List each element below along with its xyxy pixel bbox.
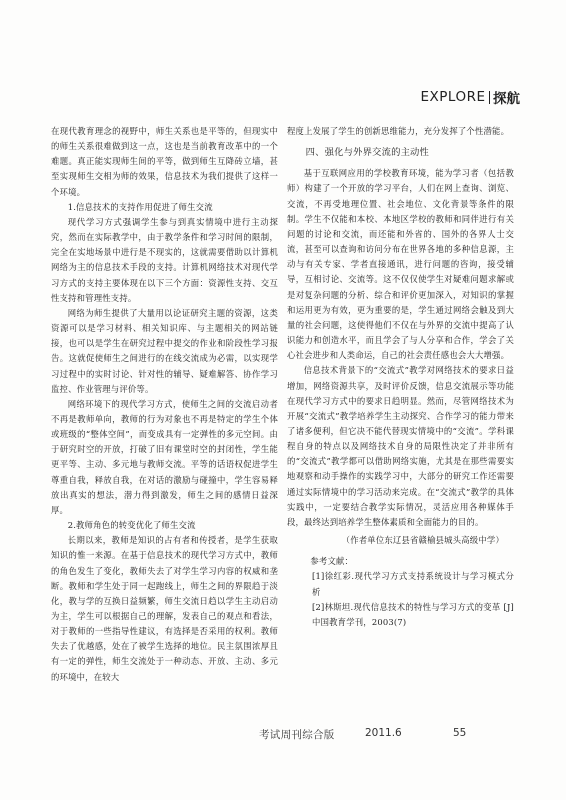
author-affiliation: （作者单位东辽县省赣榆县城头高级中学） [341, 535, 504, 546]
left-text-column [51, 124, 278, 685]
references-heading: 参考文献： [310, 556, 354, 567]
subheading: 1.信息技术的支持作用促进了师生交流 [67, 201, 213, 212]
paragraph: 网络环境下的现代学习方式，使师生之间的交流启动者不再是教师单向，教师的行为对象也不再是特定的学生个体或班级的“整体空间”，而变成具有一定弹性的多元空间。由于研究时空的开放，打破了旧有课堂时空的封闭性，学生能更平等、主动、多元地与教师交流。平等的话语权促进学生尊重自我，释放自我，在对话的激励与碰撞中，学生容易释放出真实的想法，潜力得到激发，师生之间的感情日益深厚。 [51, 398, 278, 515]
footer-issue: 2011.6 [365, 727, 402, 739]
header-divider [489, 91, 491, 104]
header-column-name: 探航 [493, 91, 520, 107]
paragraph: 信息技术背景下的“交流式”教学对网络技术的要求日益增加，网络资源共享，及时评价反馈，信息交流展示等功能在现代学习方式中的要求日趋明显。然而，尽管网络技术为开展“交流式”教学培养学生主动探究、合作学习的能力带来了诸多便利，但它决不能代替现实情境中的“交流”。学科课程自身的特点以及网络技术自身的局限性决定了并非所有的“交流式”教学都可以借助网络实施，尤其是在那些需要实地观察和动手操作的实践学习中，大部分的研究工作还需要通过实际情境中的学习活动来完成。在“交流式”教学的具体实践中，一定要结合教学实际情况，灵活应用各种媒体手段，最终达到培养学生整体素质和全面能力的目的。 [287, 365, 514, 527]
reference-item: [2]林斯坦.现代信息技术的特性与学习方式的变革 [J]中国教育学刊，2003(7) [312, 601, 514, 627]
section-heading: 四、强化与外界交流的主动性 [305, 147, 430, 159]
page-header [421, 86, 521, 108]
paragraph-continuation: 程度上发展了学生的创新思维能力，充分发挥了个性潜能。 [287, 126, 510, 136]
paragraph: 长期以来，教师是知识的占有者和传授者，是学生获取知识的惟一来源。在基于信息技术的现代学习方式中，教师的角色发生了变化，教师失去了对学生学习内容的权威和垄断。教师和学生处于同一起跑线上，师生之间的界限趋于淡化，教与学的互换日益频繁，师生交流日趋以学生主动启动为主，学生可以根据自己的理解，发表自己的观点和看法，对于教师的一些指导性建议，有选择是否采用的权利。教师失去了优越感，处在了被学生选择的地位。民主氛围浓厚且有一定的弹性，师生交流处于一种动态、开放、主动、多元的环境中，在较大 [51, 535, 278, 682]
paragraph-continuation: 在现代教育理念的视野中，师生关系也是平等的，但现实中的师生关系很难做到这一点，这也是当前教育改革中的一个难题。真正能实现师生间的平等，做到师生互降砖立墙，甚至实现师生交相为师的效果，信息技术为我们提供了这样一个环境。 [51, 126, 278, 197]
right-text-column [287, 124, 514, 630]
paragraph: 网络为师生提供了大量用以论证研究主题的资源，这类资源可以是学习材料、相关知识库、与主题相关的网站链接，也可以是学生在研究过程中提交的作业和阶段性学习报告。这就促使师生之间进行的在线交流成为必需，以实现学习过程中的实时讨论、针对性的辅导、疑难解答、协作学习监控、作业管理与评价等。 [51, 307, 278, 394]
header-explore: EXPLORE [420, 89, 486, 105]
page-number: 55 [453, 727, 467, 739]
paragraph: 基于互联网应用的学校教育环境，能为学习者（包括教师）构建了一个开放的学习平台，人们在网上查询、浏览、交流，不再受地理位置、社会地位、文化背景等条件的限制。学生不仅能和本校、本地区学校的教师和同伴进行有关问题的讨论和交流，而还能和外省的、国外的各界人士交流，甚至可以查询和访问分布在世界各地的多种信息源，主动与有关专家、学者直接通讯，进行问题的咨询，接受辅导，互相讨论、交流等。这不仅仅使学生对疑难问题求解或是对复杂问题的分析、综合和评价更加深入，对知识的掌握和运用更为有效，更为重要的是，学生通过网络会触及到大量的社会问题，这使得他们不仅在与外界的交流中提高了认识能力和创造水平，而且学会了与人分享和合作，学会了关心社会进步和人类命运，自己的社会责任感也会大大增强。 [287, 168, 514, 361]
page-footer [0, 727, 566, 743]
subheading: 2.教师角色的转变优化了师生交流 [67, 520, 196, 531]
reference-item: [1]徐红彩.现代学习方式支持系统设计与学习模式分析 [312, 571, 514, 597]
footer-magazine-name: 考试周刊综合版 [259, 729, 335, 741]
paragraph: 现代学习方式强调学生参与到真实情境中进行主动探究，然而在实际教学中，由于教学条件和学习时间的限制，完全在实地场景中进行是不现实的，这就需要借助以计算机网络为主的信息技术手段的支持。计算机网络技术对现代学习方式的支持主要体现在以下三个方面：资源性支持、交互性支持和管理性支持。 [51, 216, 278, 303]
